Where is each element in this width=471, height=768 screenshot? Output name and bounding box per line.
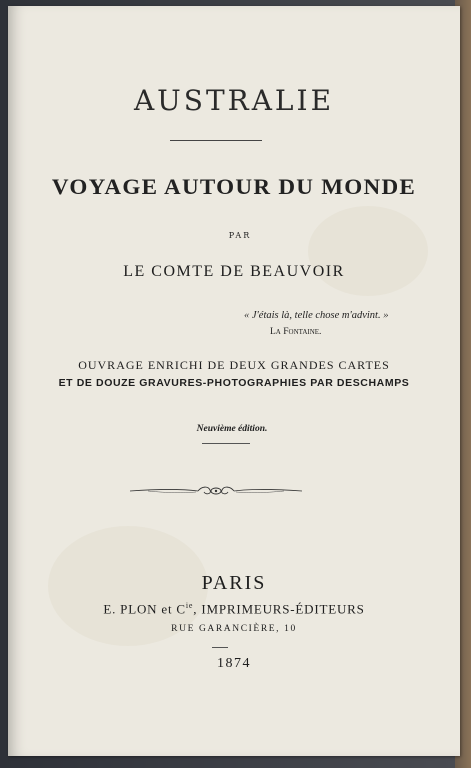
paper-stain: [308, 206, 428, 296]
title-rule: [170, 140, 262, 141]
author-name: LE COMTE DE BEAUVOIR: [123, 263, 345, 280]
book-subtitle: VOYAGE AUTOUR DU MONDE: [51, 174, 417, 199]
title-page: [8, 6, 460, 756]
description-line-1: OUVRAGE ENRICHI DE DEUX GRANDES CARTES: [78, 358, 390, 372]
book-title: AUSTRALIE: [133, 84, 335, 117]
epigraph-source: La Fontaine.: [270, 327, 322, 337]
year-rule: [212, 647, 228, 648]
edition-rule: [202, 443, 250, 444]
publisher-suffix: , IMPRIMEURS-ÉDITEURS: [193, 601, 365, 617]
by-label: PAR: [228, 231, 252, 240]
description-line-2: ET DE DOUZE GRAVURES-PHOTOGRAPHIES PAR DESCHAMPS: [58, 377, 410, 389]
edition-note: Neuvième édition.: [196, 424, 268, 434]
imprint-year: 1874: [217, 656, 251, 671]
imprint-street: RUE GARANCIÈRE, 10: [171, 624, 297, 634]
imprint-publisher: [8, 601, 460, 617]
publisher-prefix: E. PLON et C: [103, 601, 186, 617]
ornament-flourish: [128, 484, 304, 498]
publisher-superscript: ie: [185, 601, 194, 610]
imprint-city: PARIS: [201, 572, 267, 594]
epigraph-quote: « J'étais là, telle chose m'advint. »: [244, 310, 389, 321]
